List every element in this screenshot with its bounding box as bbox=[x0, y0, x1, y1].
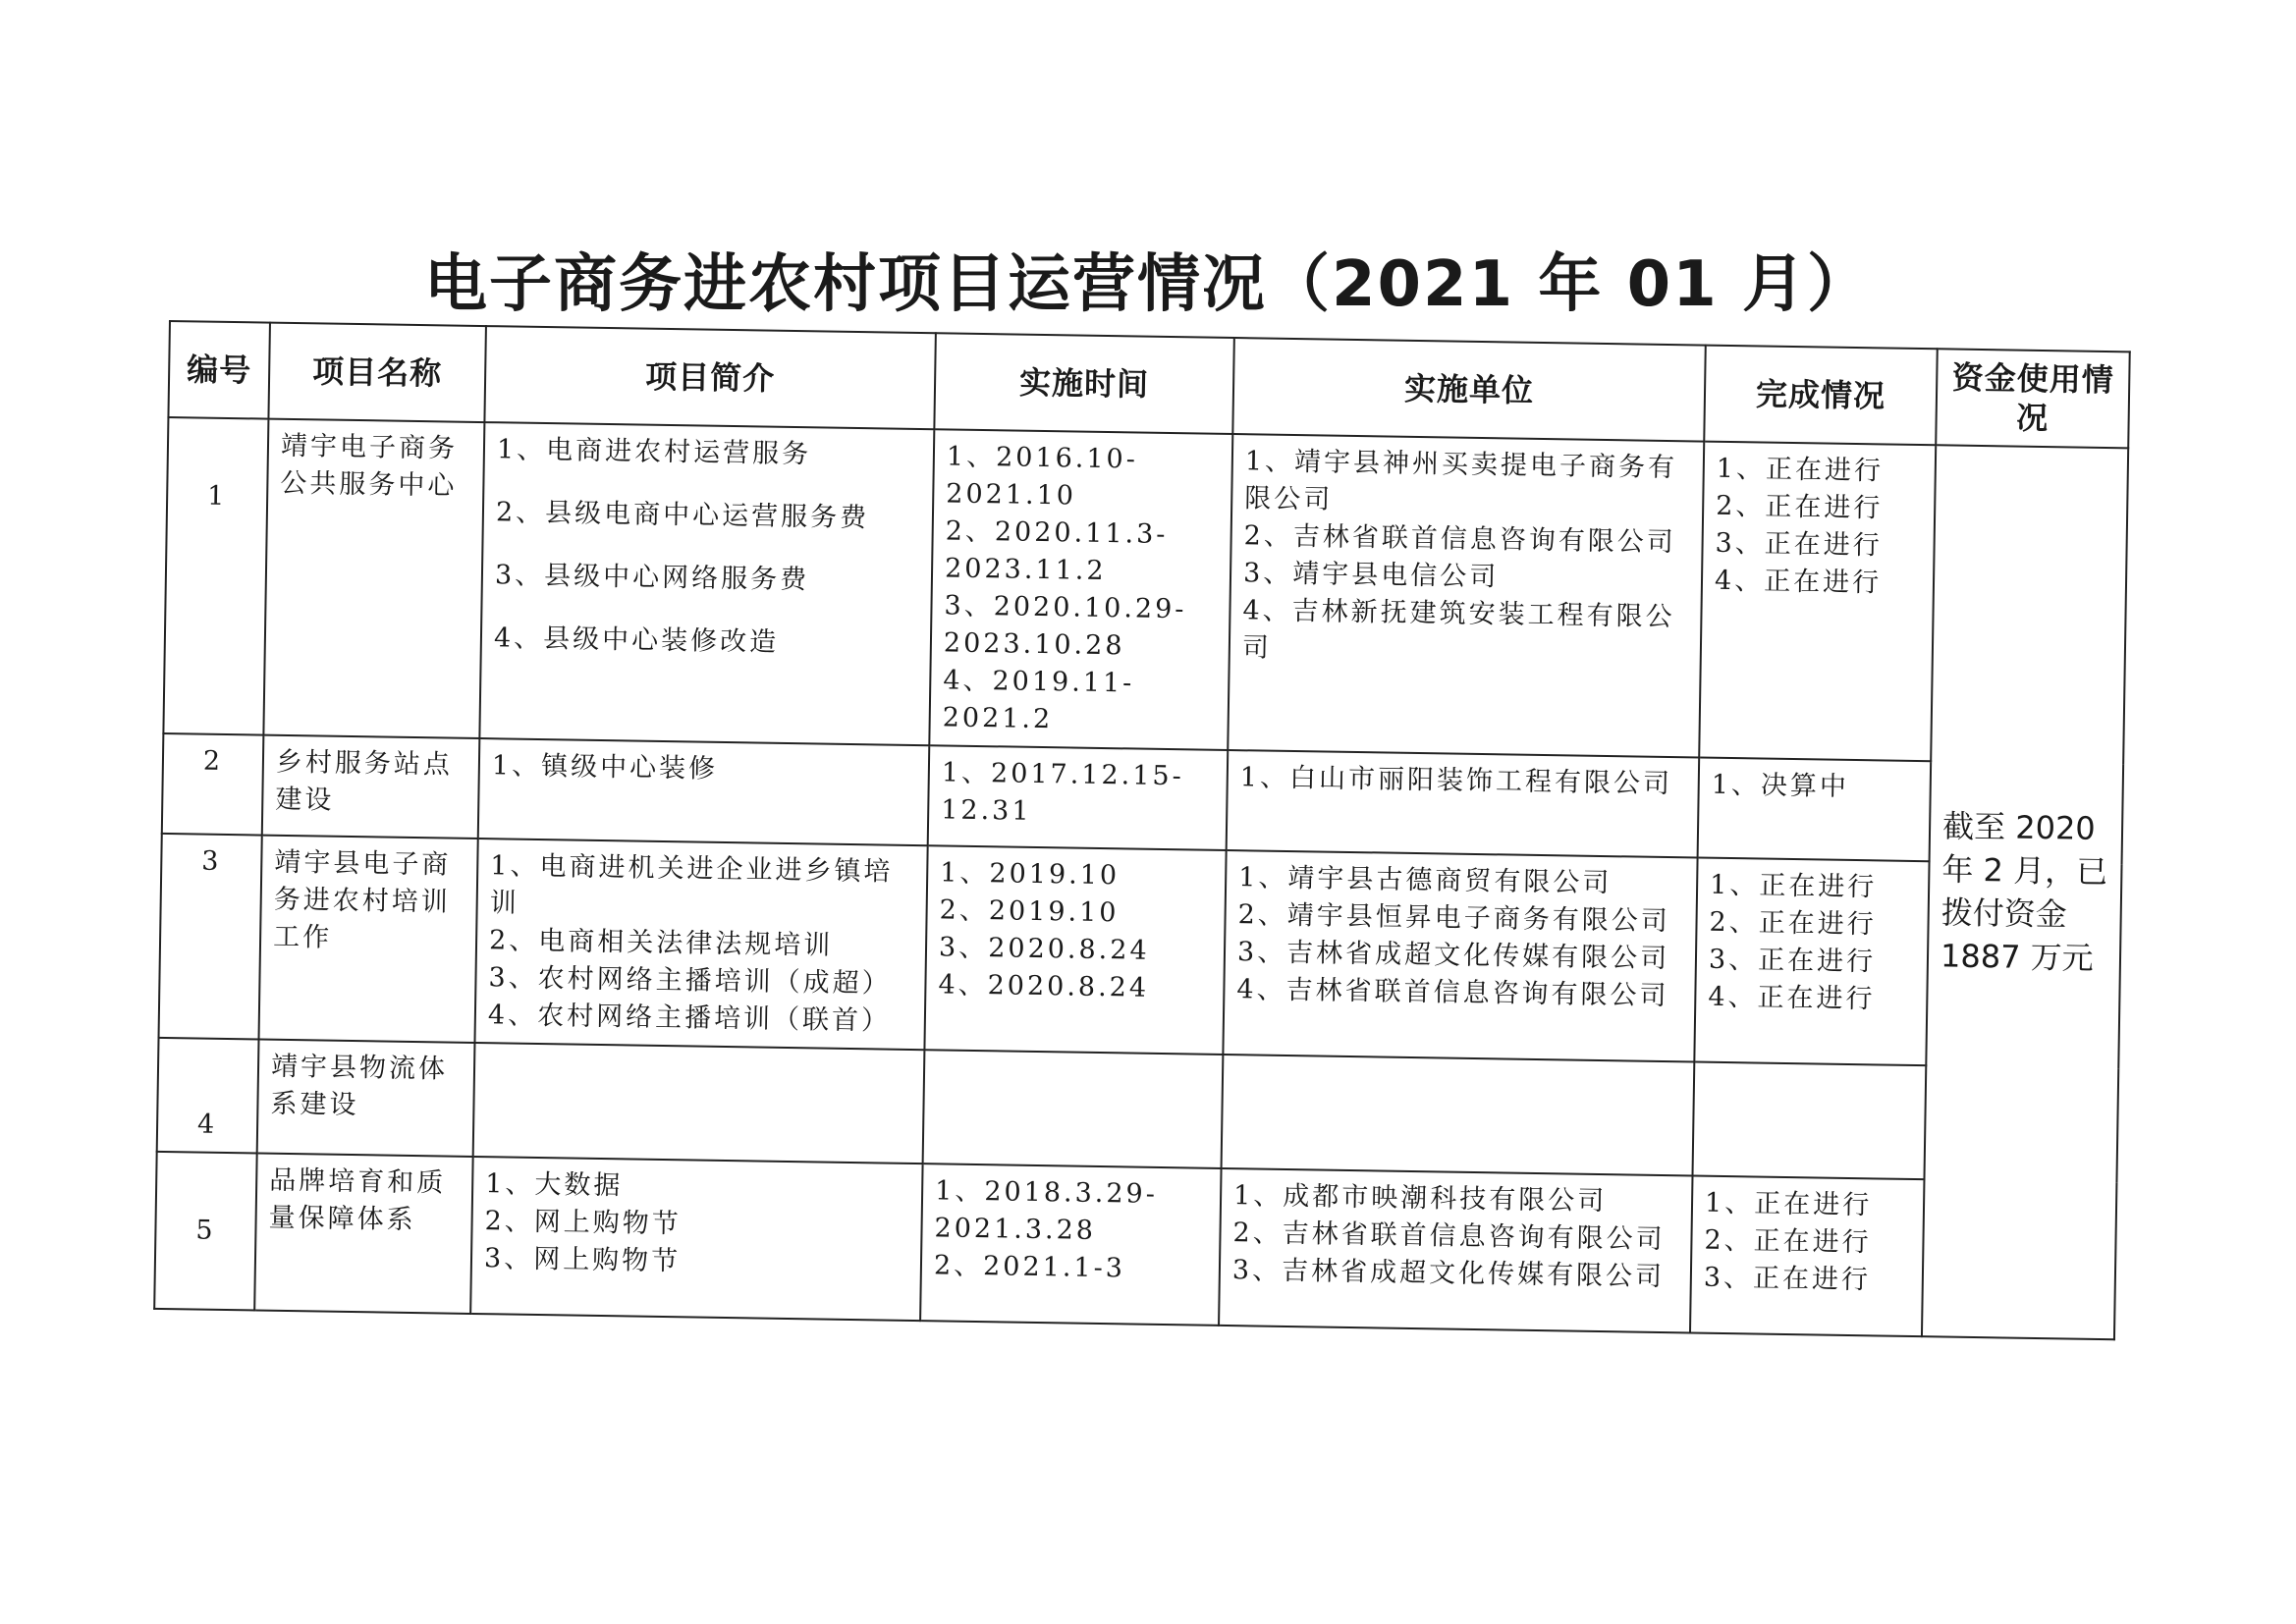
intro-line: 3、网上购物节 bbox=[483, 1243, 682, 1277]
status-line: 1、决算中 bbox=[1711, 769, 1850, 802]
time-line: 3、2020.8.24 bbox=[938, 932, 1150, 966]
row-id: 5 bbox=[154, 1152, 257, 1311]
status-line: 1、正在进行 bbox=[1716, 453, 1885, 487]
row-name: 靖宇电子商务公共服务中心 bbox=[263, 419, 484, 738]
document-title: 电子商务进农村项目运营情况（2021 年 01 月） bbox=[423, 248, 1873, 321]
status-line: 3、正在进行 bbox=[1708, 944, 1877, 978]
status-line: 3、正在进行 bbox=[1703, 1262, 1872, 1296]
row-id: 1 bbox=[163, 417, 268, 735]
row-time bbox=[924, 845, 1226, 1055]
row-intro bbox=[470, 1157, 922, 1321]
row-unit bbox=[1219, 1168, 1692, 1333]
table-row bbox=[154, 1152, 2116, 1339]
intro-line: 3、农村网络主播培训（成超） bbox=[488, 962, 892, 1000]
row-name: 靖宇县电子商务进农村培训工作 bbox=[259, 836, 478, 1043]
row-name: 乡村服务站点建设 bbox=[262, 735, 480, 839]
unit-line: 1、白山市丽阳装饰工程有限公司 bbox=[1239, 762, 1673, 800]
row-id: 4 bbox=[157, 1038, 259, 1154]
intro-line: 1、电商进机关进企业进乡镇培训 bbox=[489, 850, 894, 919]
intro-line: 1、电商进农村运营服务 bbox=[496, 434, 812, 470]
unit-line: 4、吉林省联首信息咨询有限公司 bbox=[1236, 974, 1669, 1012]
unit-line: 2、吉林省联首信息咨询有限公司 bbox=[1232, 1218, 1666, 1256]
status-line: 2、正在进行 bbox=[1715, 490, 1884, 524]
time-line: 2、2021.1-3 bbox=[933, 1250, 1126, 1284]
row-status bbox=[1693, 1061, 1927, 1179]
row-time bbox=[923, 1050, 1224, 1168]
intro-line: 4、农村网络主播培训（联首） bbox=[487, 1000, 892, 1037]
time-line: 4、2019.11-2021.2 bbox=[942, 665, 1135, 735]
fund-usage-cell: 截至 2020 年 2 月，已拨付资金 1887 万元 bbox=[1922, 445, 2128, 1339]
row-status bbox=[1698, 758, 1932, 862]
time-line: 1、2018.3.29-2021.3.28 bbox=[934, 1175, 1159, 1246]
status-line: 1、正在进行 bbox=[1709, 869, 1878, 903]
intro-line: 2、网上购物节 bbox=[484, 1206, 683, 1240]
row-id: 2 bbox=[162, 733, 264, 836]
intro-line: 2、县级电商中心运营服务费 bbox=[495, 497, 870, 534]
time-line: 4、2020.8.24 bbox=[938, 969, 1150, 1003]
row-name: 品牌培育和质量保障体系 bbox=[254, 1154, 472, 1314]
time-line: 2、2020.11.3-2023.11.2 bbox=[944, 515, 1169, 587]
time-line: 3、2020.10.29-2023.10.28 bbox=[943, 590, 1187, 662]
status-line: 4、正在进行 bbox=[1708, 981, 1876, 1015]
row-unit bbox=[1227, 750, 1700, 858]
row-intro bbox=[474, 839, 927, 1050]
status-line: 3、正在进行 bbox=[1715, 527, 1884, 562]
row-time bbox=[920, 1164, 1221, 1326]
time-line: 2、2019.10 bbox=[939, 894, 1120, 929]
row-intro bbox=[479, 422, 934, 745]
project-table bbox=[153, 320, 2131, 1340]
row-status bbox=[1699, 442, 1936, 762]
unit-line: 3、吉林省成超文化传媒有限公司 bbox=[1236, 937, 1670, 975]
unit-line: 1、靖宇县神州买卖提电子商务有限公司 bbox=[1244, 446, 1678, 515]
intro-line: 1、大数据 bbox=[484, 1168, 624, 1202]
header-id: 编号 bbox=[168, 321, 270, 419]
row-id: 3 bbox=[159, 834, 262, 1040]
header-intro: 项目简介 bbox=[484, 326, 935, 429]
intro-line: 3、县级中心网络服务费 bbox=[494, 560, 810, 596]
time-line: 1、2017.12.15-12.31 bbox=[941, 757, 1184, 827]
row-unit bbox=[1223, 850, 1697, 1062]
header-fund: 资金使用情况 bbox=[1936, 349, 2130, 448]
table-row bbox=[163, 417, 2128, 764]
unit-line: 2、吉林省联首信息咨询有限公司 bbox=[1243, 520, 1677, 559]
row-status bbox=[1690, 1175, 1924, 1336]
row-unit bbox=[1228, 434, 1704, 757]
row-status bbox=[1694, 858, 1929, 1066]
status-line: 2、正在进行 bbox=[1704, 1224, 1872, 1259]
unit-line: 1、成都市映潮科技有限公司 bbox=[1232, 1180, 1608, 1218]
time-line: 1、2019.10 bbox=[940, 857, 1121, 892]
header-status: 完成情况 bbox=[1704, 346, 1938, 446]
intro-line: 2、电商相关法律法规培训 bbox=[488, 925, 834, 961]
status-line: 1、正在进行 bbox=[1704, 1187, 1873, 1221]
status-line: 4、正在进行 bbox=[1714, 565, 1883, 599]
intro-line: 1、镇级中心装修 bbox=[491, 750, 719, 785]
intro-line: 4、县级中心装修改造 bbox=[493, 623, 780, 658]
unit-line: 4、吉林新抚建筑安装工程有限公司 bbox=[1241, 595, 1675, 664]
header-name: 项目名称 bbox=[268, 323, 486, 422]
table-row bbox=[159, 834, 2122, 1068]
header-unit: 实施单位 bbox=[1232, 338, 1705, 442]
row-intro bbox=[478, 738, 930, 845]
row-name: 靖宇县物流体系建设 bbox=[257, 1040, 475, 1157]
row-intro bbox=[473, 1043, 925, 1164]
unit-line: 3、吉林省成超文化传媒有限公司 bbox=[1231, 1255, 1666, 1293]
time-line: 1、2016.10-2021.10 bbox=[946, 441, 1139, 512]
unit-line: 3、靖宇县电信公司 bbox=[1242, 558, 1500, 593]
row-time bbox=[928, 745, 1229, 850]
row-time bbox=[929, 429, 1232, 750]
table-sheet bbox=[153, 320, 2131, 1340]
unit-line: 1、靖宇县古德商贸有限公司 bbox=[1237, 862, 1613, 899]
header-time: 实施时间 bbox=[934, 333, 1234, 434]
unit-line: 2、靖宇县恒昇电子商务有限公司 bbox=[1237, 899, 1670, 938]
status-line: 2、正在进行 bbox=[1709, 906, 1877, 941]
row-unit bbox=[1222, 1055, 1695, 1176]
